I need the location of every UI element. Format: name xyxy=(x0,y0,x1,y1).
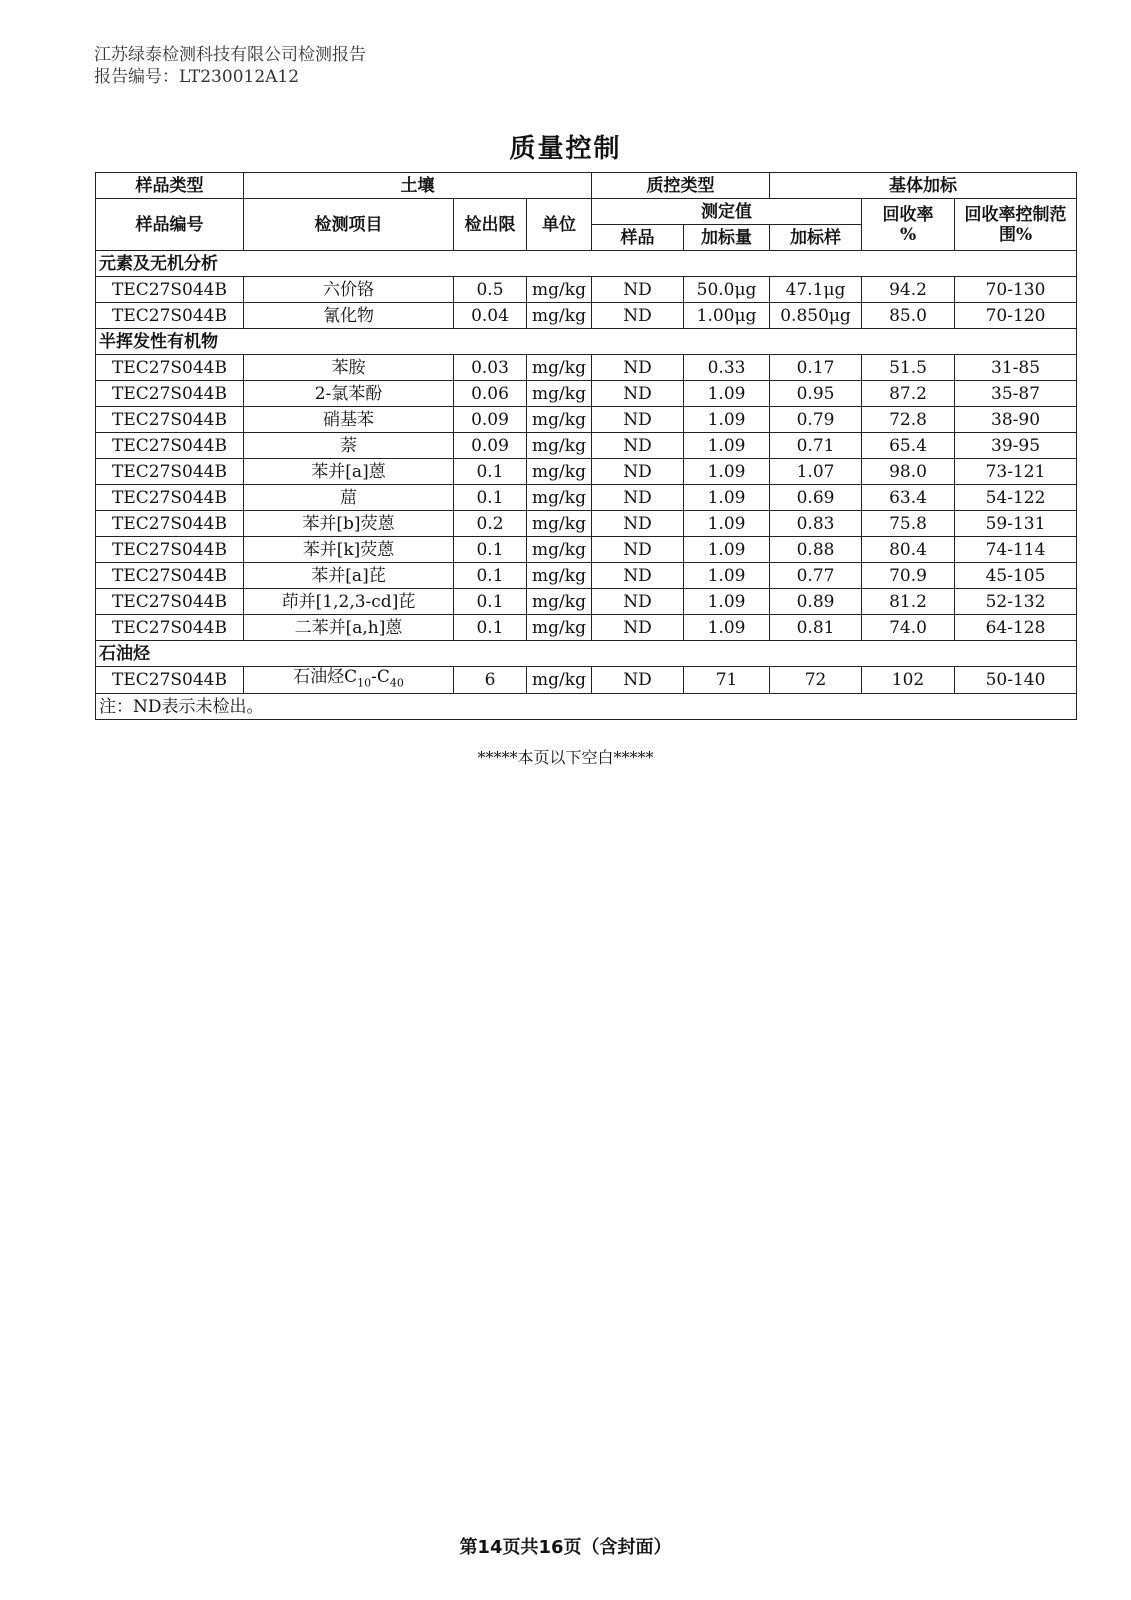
cell-sample: ND xyxy=(592,433,684,459)
cell-recovery: 98.0 xyxy=(862,459,955,485)
table-row xyxy=(96,407,1077,433)
item-text-part: 10 xyxy=(357,676,372,690)
cell-spike: 1.09 xyxy=(684,459,770,485)
cell-spike: 1.09 xyxy=(684,615,770,641)
cell-range: 64-128 xyxy=(955,615,1077,641)
seal-stamp xyxy=(1117,470,1129,640)
cell-recovery: 63.4 xyxy=(862,485,955,511)
cell-item: 苯并[k]荧蒽 xyxy=(244,537,454,563)
section-name: 半挥发性有机物 xyxy=(96,329,1077,355)
cell-spiked: 1.07 xyxy=(770,459,862,485)
cell-limit: 0.03 xyxy=(454,355,527,381)
cell-id: TEC27S044B xyxy=(96,433,244,459)
cell-recovery: 102 xyxy=(862,667,955,694)
cell-item: 六价铬 xyxy=(244,277,454,303)
section-row xyxy=(96,329,1077,355)
header-limit: 检出限 xyxy=(454,199,527,251)
header-sample-type: 样品类型 xyxy=(96,173,244,199)
cell-item: 苯并[a]芘 xyxy=(244,563,454,589)
cell-id: TEC27S044B xyxy=(96,589,244,615)
cell-range: 38-90 xyxy=(955,407,1077,433)
table-row xyxy=(96,537,1077,563)
report-number: 报告编号：LT230012A12 xyxy=(94,67,300,87)
cell-range: 52-132 xyxy=(955,589,1077,615)
cell-sample: ND xyxy=(592,667,684,694)
cell-range: 70-130 xyxy=(955,277,1077,303)
cell-unit: mg/kg xyxy=(527,537,592,563)
cell-item: 氰化物 xyxy=(244,303,454,329)
cell-recovery: 72.8 xyxy=(862,407,955,433)
cell-recovery: 81.2 xyxy=(862,589,955,615)
cell-item: 苯并[b]荧蒽 xyxy=(244,511,454,537)
cell-limit: 0.04 xyxy=(454,303,527,329)
cell-item: 苯胺 xyxy=(244,355,454,381)
cell-sample: ND xyxy=(592,537,684,563)
cell-sample: ND xyxy=(592,277,684,303)
cell-sample: ND xyxy=(592,511,684,537)
cell-spiked: 0.850μg xyxy=(770,303,862,329)
cell-recovery: 51.5 xyxy=(862,355,955,381)
item-text-part: 石油烃C xyxy=(293,667,358,687)
table-row xyxy=(96,589,1077,615)
cell-sample: ND xyxy=(592,381,684,407)
cell-spike: 1.09 xyxy=(684,433,770,459)
cell-range: 74-114 xyxy=(955,537,1077,563)
cell-id: TEC27S044B xyxy=(96,381,244,407)
qc-table xyxy=(95,172,1077,720)
cell-sample: ND xyxy=(592,563,684,589)
cell-spike: 50.0μg xyxy=(684,277,770,303)
header-spike-amount: 加标量 xyxy=(684,225,770,251)
cell-range: 59-131 xyxy=(955,511,1077,537)
cell-unit: mg/kg xyxy=(527,433,592,459)
cell-spike: 1.09 xyxy=(684,537,770,563)
header-unit: 单位 xyxy=(527,199,592,251)
cell-spiked: 0.95 xyxy=(770,381,862,407)
item-text-part: -C xyxy=(371,667,390,687)
cell-unit: mg/kg xyxy=(527,381,592,407)
header-recovery-range-line1: 回收率控制范 xyxy=(964,204,1067,225)
cell-limit: 0.5 xyxy=(454,277,527,303)
cell-recovery: 85.0 xyxy=(862,303,955,329)
table-row xyxy=(96,355,1077,381)
cell-range: 54-122 xyxy=(955,485,1077,511)
cell-limit: 0.2 xyxy=(454,511,527,537)
cell-spiked: 47.1μg xyxy=(770,277,862,303)
cell-item xyxy=(244,667,454,694)
table-row xyxy=(96,511,1077,537)
cell-recovery: 94.2 xyxy=(862,277,955,303)
cell-item: 硝基苯 xyxy=(244,407,454,433)
cell-spike: 0.33 xyxy=(684,355,770,381)
cell-item: 茚并[1,2,3-cd]芘 xyxy=(244,589,454,615)
cell-sample: ND xyxy=(592,407,684,433)
cell-recovery: 70.9 xyxy=(862,563,955,589)
cell-range: 50-140 xyxy=(955,667,1077,694)
table-row xyxy=(96,433,1077,459)
cell-spiked: 0.83 xyxy=(770,511,862,537)
cell-spike: 1.09 xyxy=(684,563,770,589)
cell-range: 35-87 xyxy=(955,381,1077,407)
header-measured: 测定值 xyxy=(592,199,862,225)
cell-spiked: 0.89 xyxy=(770,589,862,615)
company-name: 江苏绿泰检测科技有限公司检测报告 xyxy=(94,45,366,65)
report-header xyxy=(94,44,366,88)
cell-sample: ND xyxy=(592,485,684,511)
cell-sample: ND xyxy=(592,459,684,485)
cell-id: TEC27S044B xyxy=(96,537,244,563)
cell-range: 70-120 xyxy=(955,303,1077,329)
cell-spike: 71 xyxy=(684,667,770,694)
cell-unit: mg/kg xyxy=(527,615,592,641)
cell-recovery: 87.2 xyxy=(862,381,955,407)
section-name: 石油烃 xyxy=(96,641,1077,667)
cell-item: 苯并[a]蒽 xyxy=(244,459,454,485)
header-recovery-range xyxy=(955,199,1077,251)
cell-limit: 0.1 xyxy=(454,485,527,511)
header-item: 检测项目 xyxy=(244,199,454,251)
cell-recovery: 74.0 xyxy=(862,615,955,641)
cell-spike: 1.09 xyxy=(684,407,770,433)
cell-limit: 6 xyxy=(454,667,527,694)
cell-spiked: 0.71 xyxy=(770,433,862,459)
table-row xyxy=(96,615,1077,641)
cell-item: 2-氯苯酚 xyxy=(244,381,454,407)
cell-unit: mg/kg xyxy=(527,459,592,485)
cell-spiked: 0.79 xyxy=(770,407,862,433)
cell-spiked: 0.81 xyxy=(770,615,862,641)
header-spiked-sample: 加标样 xyxy=(770,225,862,251)
header-qc-type: 质控类型 xyxy=(592,173,770,199)
cell-id: TEC27S044B xyxy=(96,563,244,589)
cell-unit: mg/kg xyxy=(527,563,592,589)
item-text-part: 40 xyxy=(389,676,404,690)
cell-spiked: 0.17 xyxy=(770,355,862,381)
table-note: 注：ND表示未检出。 xyxy=(96,694,1077,720)
cell-limit: 0.1 xyxy=(454,615,527,641)
cell-recovery: 80.4 xyxy=(862,537,955,563)
table-row xyxy=(96,667,1077,694)
cell-recovery: 65.4 xyxy=(862,433,955,459)
sample-type-value: 土壤 xyxy=(244,173,592,199)
cell-id: TEC27S044B xyxy=(96,459,244,485)
cell-spike: 1.09 xyxy=(684,485,770,511)
cell-limit: 0.1 xyxy=(454,589,527,615)
cell-id: TEC27S044B xyxy=(96,511,244,537)
header-recovery-unit: % xyxy=(899,224,917,245)
blank-below-marker: *****本页以下空白***** xyxy=(477,748,654,767)
cell-unit: mg/kg xyxy=(527,277,592,303)
header-row-2 xyxy=(96,199,1077,225)
cell-id: TEC27S044B xyxy=(96,667,244,694)
cell-range: 73-121 xyxy=(955,459,1077,485)
header-recovery-label: 回收率 xyxy=(882,204,934,225)
table-row xyxy=(96,459,1077,485)
cell-limit: 0.09 xyxy=(454,407,527,433)
section-name: 元素及无机分析 xyxy=(96,251,1077,277)
cell-spike: 1.00μg xyxy=(684,303,770,329)
section-row xyxy=(96,251,1077,277)
qc-type-value: 基体加标 xyxy=(770,173,1077,199)
cell-spiked: 72 xyxy=(770,667,862,694)
cell-range: 39-95 xyxy=(955,433,1077,459)
cell-range: 45-105 xyxy=(955,563,1077,589)
cell-sample: ND xyxy=(592,303,684,329)
header-recovery-range-line2: 围% xyxy=(998,224,1033,245)
cell-id: TEC27S044B xyxy=(96,277,244,303)
cell-id: TEC27S044B xyxy=(96,303,244,329)
cell-id: TEC27S044B xyxy=(96,407,244,433)
cell-limit: 0.1 xyxy=(454,537,527,563)
cell-sample: ND xyxy=(592,589,684,615)
cell-item: 二苯并[a,h]蒽 xyxy=(244,615,454,641)
cell-id: TEC27S044B xyxy=(96,485,244,511)
cell-sample: ND xyxy=(592,615,684,641)
table-row xyxy=(96,303,1077,329)
cell-unit: mg/kg xyxy=(527,589,592,615)
header-sample-no: 样品编号 xyxy=(96,199,244,251)
cell-id: TEC27S044B xyxy=(96,615,244,641)
cell-unit: mg/kg xyxy=(527,407,592,433)
cell-limit: 0.06 xyxy=(454,381,527,407)
cell-unit: mg/kg xyxy=(527,355,592,381)
cell-unit: mg/kg xyxy=(527,667,592,694)
cell-unit: mg/kg xyxy=(527,511,592,537)
cell-sample: ND xyxy=(592,355,684,381)
cell-limit: 0.1 xyxy=(454,459,527,485)
header-sample: 样品 xyxy=(592,225,684,251)
table-row xyxy=(96,485,1077,511)
cell-limit: 0.09 xyxy=(454,433,527,459)
cell-item: 䓛 xyxy=(244,485,454,511)
cell-spiked: 0.69 xyxy=(770,485,862,511)
table-row xyxy=(96,563,1077,589)
cell-id: TEC27S044B xyxy=(96,355,244,381)
section-row xyxy=(96,641,1077,667)
cell-unit: mg/kg xyxy=(527,303,592,329)
cell-item: 萘 xyxy=(244,433,454,459)
cell-limit: 0.1 xyxy=(454,563,527,589)
note-row xyxy=(96,694,1077,720)
page-footer: 第14页共16页（含封面） xyxy=(459,1537,672,1558)
table-row xyxy=(96,381,1077,407)
cell-spike: 1.09 xyxy=(684,511,770,537)
header-recovery xyxy=(862,199,955,251)
cell-spike: 1.09 xyxy=(684,589,770,615)
cell-unit: mg/kg xyxy=(527,485,592,511)
cell-range: 31-85 xyxy=(955,355,1077,381)
header-row-1 xyxy=(96,173,1077,199)
page-title: 质量控制 xyxy=(509,134,622,164)
cell-recovery: 75.8 xyxy=(862,511,955,537)
cell-spiked: 0.77 xyxy=(770,563,862,589)
cell-spiked: 0.88 xyxy=(770,537,862,563)
cell-spike: 1.09 xyxy=(684,381,770,407)
table-row xyxy=(96,277,1077,303)
